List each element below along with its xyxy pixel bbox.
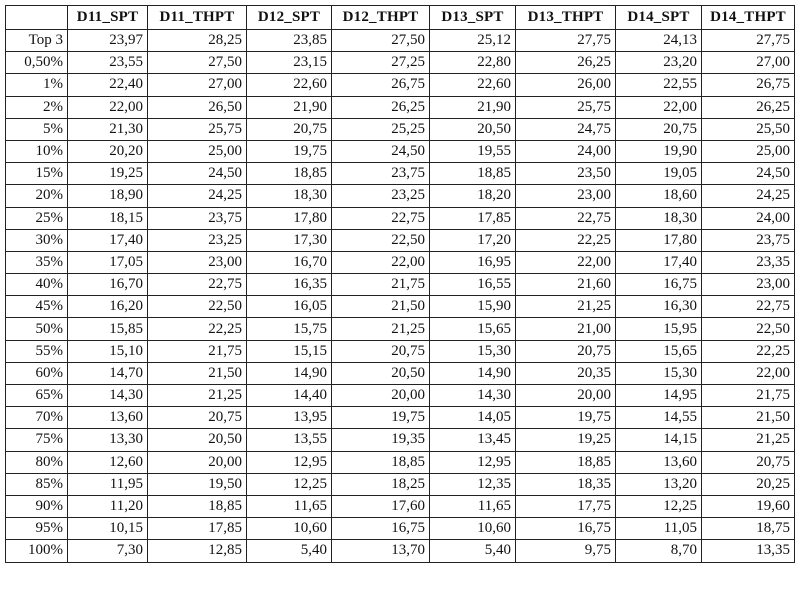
table-cell: 26,25 xyxy=(332,96,430,118)
row-label-cell: 25% xyxy=(6,207,68,229)
column-header: D14_SPT xyxy=(616,6,702,30)
table-cell: 26,25 xyxy=(516,52,616,74)
table-row xyxy=(6,96,795,118)
table-cell: 20,50 xyxy=(148,429,247,451)
table-cell: 25,00 xyxy=(702,140,795,162)
table-cell: 19,55 xyxy=(430,140,516,162)
row-label-cell: 30% xyxy=(6,229,68,251)
table-cell: 22,75 xyxy=(516,207,616,229)
table-cell: 16,95 xyxy=(430,251,516,273)
table-cell: 25,25 xyxy=(332,118,430,140)
table-cell: 21,25 xyxy=(148,385,247,407)
table-cell: 24,50 xyxy=(702,163,795,185)
table-cell: 22,50 xyxy=(332,229,430,251)
column-header: D13_SPT xyxy=(430,6,516,30)
table-cell: 22,55 xyxy=(616,74,702,96)
table-cell: 12,95 xyxy=(247,451,332,473)
table-cell: 16,20 xyxy=(68,296,148,318)
table-cell: 5,40 xyxy=(247,540,332,562)
table-cell: 25,75 xyxy=(516,96,616,118)
table-row xyxy=(6,52,795,74)
table-cell: 13,70 xyxy=(332,540,430,562)
table-cell: 10,60 xyxy=(247,518,332,540)
table-cell: 22,00 xyxy=(702,362,795,384)
column-header: D12_SPT xyxy=(247,6,332,30)
table-row xyxy=(6,407,795,429)
table-cell: 10,15 xyxy=(68,518,148,540)
row-label-cell: 20% xyxy=(6,185,68,207)
table-cell: 21,25 xyxy=(702,429,795,451)
table-cell: 24,00 xyxy=(516,140,616,162)
table-cell: 20,20 xyxy=(68,140,148,162)
table-cell: 18,85 xyxy=(332,451,430,473)
table-cell: 14,30 xyxy=(430,385,516,407)
table-cell: 22,75 xyxy=(332,207,430,229)
table-cell: 18,35 xyxy=(516,473,616,495)
table-cell: 20,50 xyxy=(332,362,430,384)
row-label-cell: 45% xyxy=(6,296,68,318)
table-cell: 23,85 xyxy=(247,30,332,52)
table-row xyxy=(6,185,795,207)
table-cell: 17,60 xyxy=(332,495,430,517)
table-cell: 12,95 xyxy=(430,451,516,473)
table-cell: 22,25 xyxy=(516,229,616,251)
table-cell: 22,75 xyxy=(702,296,795,318)
table-cell: 23,00 xyxy=(702,274,795,296)
table-cell: 23,35 xyxy=(702,251,795,273)
table-cell: 22,40 xyxy=(68,74,148,96)
table-cell: 23,25 xyxy=(332,185,430,207)
table-cell: 19,75 xyxy=(516,407,616,429)
table-cell: 23,75 xyxy=(332,163,430,185)
table-cell: 13,35 xyxy=(702,540,795,562)
row-label-cell: 70% xyxy=(6,407,68,429)
table-row xyxy=(6,251,795,273)
table-cell: 17,85 xyxy=(430,207,516,229)
table-cell: 22,00 xyxy=(332,251,430,273)
table-row xyxy=(6,518,795,540)
table-cell: 25,00 xyxy=(148,140,247,162)
table-cell: 12,25 xyxy=(247,473,332,495)
table-cell: 17,20 xyxy=(430,229,516,251)
header-corner-cell xyxy=(6,6,68,30)
table-cell: 18,15 xyxy=(68,207,148,229)
table-cell: 18,85 xyxy=(148,495,247,517)
table-row xyxy=(6,318,795,340)
table-row xyxy=(6,229,795,251)
table-cell: 23,25 xyxy=(148,229,247,251)
row-label-cell: 0,50% xyxy=(6,52,68,74)
table-cell: 15,10 xyxy=(68,340,148,362)
table-cell: 24,25 xyxy=(702,185,795,207)
table-cell: 19,25 xyxy=(516,429,616,451)
table-cell: 16,35 xyxy=(247,274,332,296)
table-cell: 11,05 xyxy=(616,518,702,540)
table-cell: 14,30 xyxy=(68,385,148,407)
table-cell: 7,30 xyxy=(68,540,148,562)
table-cell: 23,50 xyxy=(516,163,616,185)
table-cell: 22,50 xyxy=(702,318,795,340)
table-cell: 21,25 xyxy=(516,296,616,318)
table-row xyxy=(6,451,795,473)
table-cell: 15,85 xyxy=(68,318,148,340)
table-cell: 15,30 xyxy=(616,362,702,384)
row-label-cell: 50% xyxy=(6,318,68,340)
score-percentile-table xyxy=(5,5,795,563)
table-cell: 20,00 xyxy=(332,385,430,407)
table-cell: 16,55 xyxy=(430,274,516,296)
row-label-cell: 90% xyxy=(6,495,68,517)
table-cell: 20,75 xyxy=(516,340,616,362)
row-label-cell: 10% xyxy=(6,140,68,162)
table-header-row xyxy=(6,6,795,30)
table-cell: 22,80 xyxy=(430,52,516,74)
table-cell: 16,30 xyxy=(616,296,702,318)
table-cell: 25,75 xyxy=(148,118,247,140)
table-cell: 24,50 xyxy=(332,140,430,162)
column-header: D11_SPT xyxy=(68,6,148,30)
table-cell: 5,40 xyxy=(430,540,516,562)
table-cell: 20,75 xyxy=(148,407,247,429)
table-cell: 15,65 xyxy=(616,340,702,362)
table-cell: 18,20 xyxy=(430,185,516,207)
table-cell: 26,00 xyxy=(516,74,616,96)
table-cell: 18,85 xyxy=(516,451,616,473)
table-cell: 22,60 xyxy=(430,74,516,96)
table-cell: 23,15 xyxy=(247,52,332,74)
table-cell: 19,25 xyxy=(68,163,148,185)
table-cell: 18,30 xyxy=(616,207,702,229)
table-cell: 19,90 xyxy=(616,140,702,162)
table-cell: 21,75 xyxy=(148,340,247,362)
table-cell: 11,20 xyxy=(68,495,148,517)
table-cell: 17,30 xyxy=(247,229,332,251)
table-cell: 18,90 xyxy=(68,185,148,207)
table-row xyxy=(6,340,795,362)
table-cell: 15,75 xyxy=(247,318,332,340)
table-cell: 15,95 xyxy=(616,318,702,340)
row-label-cell: 85% xyxy=(6,473,68,495)
table-cell: 15,15 xyxy=(247,340,332,362)
table-cell: 11,95 xyxy=(68,473,148,495)
column-header: D13_THPT xyxy=(516,6,616,30)
table-cell: 17,05 xyxy=(68,251,148,273)
table-cell: 18,85 xyxy=(247,163,332,185)
table-row xyxy=(6,495,795,517)
table-cell: 27,50 xyxy=(148,52,247,74)
table-cell: 27,00 xyxy=(702,52,795,74)
table-cell: 18,60 xyxy=(616,185,702,207)
row-label-cell: 55% xyxy=(6,340,68,362)
table-body xyxy=(6,30,795,563)
table-cell: 19,35 xyxy=(332,429,430,451)
row-label-cell: 15% xyxy=(6,163,68,185)
table-cell: 15,65 xyxy=(430,318,516,340)
table-cell: 24,25 xyxy=(148,185,247,207)
table-cell: 23,75 xyxy=(702,229,795,251)
table-row xyxy=(6,207,795,229)
table-cell: 17,85 xyxy=(148,518,247,540)
table-cell: 13,30 xyxy=(68,429,148,451)
table-cell: 20,50 xyxy=(430,118,516,140)
table-cell: 21,50 xyxy=(332,296,430,318)
table-cell: 27,25 xyxy=(332,52,430,74)
table-cell: 23,00 xyxy=(148,251,247,273)
row-label-cell: 65% xyxy=(6,385,68,407)
table-cell: 26,50 xyxy=(148,96,247,118)
table-row xyxy=(6,30,795,52)
table-cell: 19,60 xyxy=(702,495,795,517)
table-cell: 21,50 xyxy=(702,407,795,429)
table-cell: 21,75 xyxy=(702,385,795,407)
table-cell: 14,70 xyxy=(68,362,148,384)
table-cell: 18,85 xyxy=(430,163,516,185)
table-cell: 27,75 xyxy=(702,30,795,52)
table-cell: 17,75 xyxy=(516,495,616,517)
table-cell: 15,90 xyxy=(430,296,516,318)
row-label-cell: 100% xyxy=(6,540,68,562)
table-cell: 12,85 xyxy=(148,540,247,562)
table-row xyxy=(6,429,795,451)
table-cell: 23,97 xyxy=(68,30,148,52)
table-cell: 17,40 xyxy=(68,229,148,251)
table-row xyxy=(6,473,795,495)
table-cell: 8,70 xyxy=(616,540,702,562)
table-cell: 13,20 xyxy=(616,473,702,495)
table-cell: 22,60 xyxy=(247,74,332,96)
table-cell: 13,60 xyxy=(616,451,702,473)
table-cell: 27,50 xyxy=(332,30,430,52)
table-cell: 22,00 xyxy=(68,96,148,118)
table-cell: 22,00 xyxy=(616,96,702,118)
table-cell: 16,05 xyxy=(247,296,332,318)
table-row xyxy=(6,74,795,96)
row-label-cell: 40% xyxy=(6,274,68,296)
table-row xyxy=(6,362,795,384)
table-cell: 22,25 xyxy=(148,318,247,340)
table-row xyxy=(6,540,795,562)
table-cell: 20,35 xyxy=(516,362,616,384)
table-cell: 26,25 xyxy=(702,96,795,118)
table-cell: 20,75 xyxy=(616,118,702,140)
table-cell: 23,20 xyxy=(616,52,702,74)
table-row xyxy=(6,296,795,318)
table-cell: 14,15 xyxy=(616,429,702,451)
table-cell: 14,40 xyxy=(247,385,332,407)
table-cell: 21,30 xyxy=(68,118,148,140)
table-cell: 21,25 xyxy=(332,318,430,340)
table-cell: 24,75 xyxy=(516,118,616,140)
table-cell: 17,80 xyxy=(616,229,702,251)
row-label-cell: 60% xyxy=(6,362,68,384)
table-cell: 20,00 xyxy=(148,451,247,473)
table-row xyxy=(6,163,795,185)
table-cell: 18,75 xyxy=(702,518,795,540)
table-cell: 20,75 xyxy=(247,118,332,140)
row-label-cell: 75% xyxy=(6,429,68,451)
table-cell: 11,65 xyxy=(430,495,516,517)
table-cell: 11,65 xyxy=(247,495,332,517)
row-label-cell: 1% xyxy=(6,74,68,96)
table-cell: 15,30 xyxy=(430,340,516,362)
table-cell: 23,75 xyxy=(148,207,247,229)
table-cell: 22,50 xyxy=(148,296,247,318)
table-cell: 19,75 xyxy=(247,140,332,162)
table-cell: 28,25 xyxy=(148,30,247,52)
row-label-cell: 2% xyxy=(6,96,68,118)
table-cell: 16,75 xyxy=(516,518,616,540)
row-label-cell: 35% xyxy=(6,251,68,273)
table-cell: 13,55 xyxy=(247,429,332,451)
table-cell: 19,05 xyxy=(616,163,702,185)
table-cell: 22,00 xyxy=(516,251,616,273)
table-cell: 14,55 xyxy=(616,407,702,429)
row-label-cell: 80% xyxy=(6,451,68,473)
table-cell: 16,75 xyxy=(616,274,702,296)
table-cell: 16,70 xyxy=(247,251,332,273)
table-row xyxy=(6,274,795,296)
table-cell: 22,75 xyxy=(148,274,247,296)
row-label-cell: Top 3 xyxy=(6,30,68,52)
table-cell: 12,60 xyxy=(68,451,148,473)
table-cell: 20,75 xyxy=(332,340,430,362)
table-cell: 18,30 xyxy=(247,185,332,207)
column-header: D14_THPT xyxy=(702,6,795,30)
table-cell: 10,60 xyxy=(430,518,516,540)
table-cell: 17,40 xyxy=(616,251,702,273)
table-cell: 21,90 xyxy=(247,96,332,118)
table-cell: 14,90 xyxy=(247,362,332,384)
table-cell: 24,50 xyxy=(148,163,247,185)
table-cell: 14,05 xyxy=(430,407,516,429)
table-row xyxy=(6,385,795,407)
table-cell: 27,75 xyxy=(516,30,616,52)
table-cell: 17,80 xyxy=(247,207,332,229)
score-table-container xyxy=(5,5,794,563)
table-cell: 21,90 xyxy=(430,96,516,118)
table-cell: 22,25 xyxy=(702,340,795,362)
table-cell: 21,60 xyxy=(516,274,616,296)
table-cell: 19,75 xyxy=(332,407,430,429)
table-cell: 21,75 xyxy=(332,274,430,296)
table-cell: 24,00 xyxy=(702,207,795,229)
table-cell: 23,00 xyxy=(516,185,616,207)
table-cell: 25,50 xyxy=(702,118,795,140)
table-cell: 13,95 xyxy=(247,407,332,429)
table-cell: 23,55 xyxy=(68,52,148,74)
table-cell: 27,00 xyxy=(148,74,247,96)
table-row xyxy=(6,118,795,140)
row-label-cell: 5% xyxy=(6,118,68,140)
table-cell: 26,75 xyxy=(702,74,795,96)
column-header: D12_THPT xyxy=(332,6,430,30)
table-cell: 13,45 xyxy=(430,429,516,451)
column-header: D11_THPT xyxy=(148,6,247,30)
table-cell: 20,00 xyxy=(516,385,616,407)
table-cell: 14,90 xyxy=(430,362,516,384)
table-cell: 18,25 xyxy=(332,473,430,495)
table-cell: 12,35 xyxy=(430,473,516,495)
table-cell: 19,50 xyxy=(148,473,247,495)
table-cell: 20,75 xyxy=(702,451,795,473)
table-cell: 16,70 xyxy=(68,274,148,296)
table-cell: 20,25 xyxy=(702,473,795,495)
table-cell: 16,75 xyxy=(332,518,430,540)
table-cell: 9,75 xyxy=(516,540,616,562)
table-cell: 24,13 xyxy=(616,30,702,52)
table-cell: 14,95 xyxy=(616,385,702,407)
table-cell: 21,50 xyxy=(148,362,247,384)
table-cell: 12,25 xyxy=(616,495,702,517)
table-row xyxy=(6,140,795,162)
table-cell: 25,12 xyxy=(430,30,516,52)
table-cell: 13,60 xyxy=(68,407,148,429)
row-label-cell: 95% xyxy=(6,518,68,540)
table-cell: 26,75 xyxy=(332,74,430,96)
table-cell: 21,00 xyxy=(516,318,616,340)
